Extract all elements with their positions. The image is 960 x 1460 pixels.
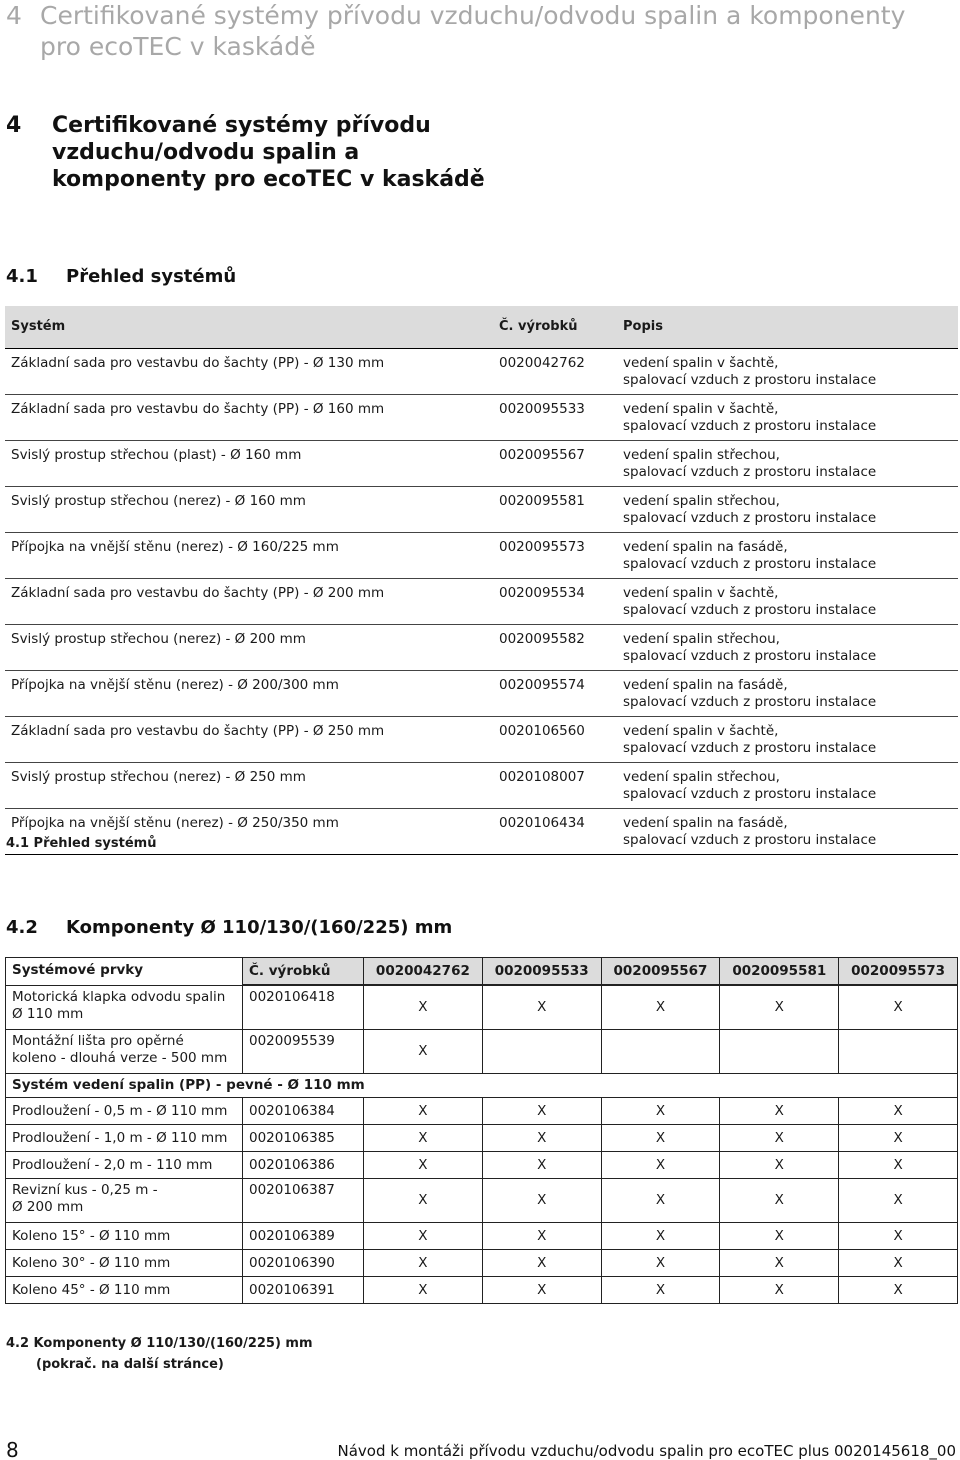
system-name: Základní sada pro vestavbu do šachty (PP) - Ø 130 mm: [5, 348, 493, 394]
header-article: Č. výrobků: [493, 306, 617, 348]
header-col-5: 0020095573: [839, 958, 958, 985]
chapter-title-text: Certifikované systémy přívodu vzduchu/odvodu spalin a komponenty pro ecoTEC v kaskádě: [52, 113, 485, 192]
header-col-3: 0020095567: [601, 958, 720, 985]
header-article: Č. výrobků: [243, 958, 364, 985]
corner-cell: [6, 958, 243, 986]
system-description: [617, 716, 958, 762]
section-heading-4-2: [6, 917, 452, 938]
compatibility-mark: X: [839, 1125, 958, 1152]
component-name: [6, 1098, 243, 1125]
component-name-line-1: Koleno 30° - Ø 110 mm: [12, 1254, 171, 1271]
article-number: 0020106385: [243, 1125, 364, 1152]
compatibility-mark: X: [364, 1030, 483, 1074]
description-line-1: vedení spalin v šachtě,: [623, 354, 779, 371]
compatibility-mark: [601, 1030, 720, 1074]
compatibility-mark: X: [482, 1277, 601, 1304]
component-name: [6, 1277, 243, 1304]
compatibility-mark: X: [720, 1125, 839, 1152]
description-line-2: spalovací vzduch z prostoru instalace: [623, 556, 877, 572]
table-row: [6, 1152, 958, 1179]
system-name: Základní sada pro vestavbu do šachty (PP) - Ø 200 mm: [5, 578, 493, 624]
page-number: 8: [6, 1438, 19, 1460]
compatibility-mark: X: [364, 1152, 483, 1179]
table-row: [6, 1125, 958, 1152]
compatibility-mark: X: [482, 1179, 601, 1223]
compatibility-mark: X: [839, 1277, 958, 1304]
component-name-line-1: Revizní kus - 0,25 m -: [12, 1182, 158, 1198]
table-row: [5, 670, 958, 716]
article-number: 0020108007: [493, 762, 617, 808]
article-number: 0020095582: [493, 624, 617, 670]
chapter-number: 4: [6, 113, 22, 138]
component-name-line-1: Koleno 15° - Ø 110 mm: [12, 1227, 171, 1244]
article-number: 0020042762: [493, 348, 617, 394]
table-row: [6, 1179, 958, 1223]
compatibility-mark: X: [601, 1152, 720, 1179]
header-col-2: 0020095533: [482, 958, 601, 985]
table-caption-4-1: 4.1 Přehled systémů: [6, 836, 157, 851]
table-row: [5, 486, 958, 532]
article-number: 0020095567: [493, 440, 617, 486]
article-number: 0020106387: [243, 1179, 364, 1223]
table-row: [5, 440, 958, 486]
compatibility-mark: X: [482, 1250, 601, 1277]
system-description: [617, 440, 958, 486]
compatibility-mark: X: [720, 1098, 839, 1125]
article-number: 0020106560: [493, 716, 617, 762]
compatibility-mark: X: [720, 1152, 839, 1179]
component-name-line-1: Prodloužení - 1,0 m - Ø 110 mm: [12, 1129, 228, 1146]
description-line-2: spalovací vzduch z prostoru instalace: [623, 648, 877, 664]
system-description: [617, 624, 958, 670]
compatibility-mark: X: [364, 1098, 483, 1125]
compatibility-mark: X: [364, 1250, 483, 1277]
table-caption-4-2: 4.2 Komponenty Ø 110/130/(160/225) mm: [6, 1336, 313, 1351]
running-header: [6, 0, 946, 62]
system-name: Základní sada pro vestavbu do šachty (PP) - Ø 250 mm: [5, 716, 493, 762]
article-number: 0020106384: [243, 1098, 364, 1125]
article-number: 0020106391: [243, 1277, 364, 1304]
system-name: Svislý prostup střechou (nerez) - Ø 250 mm: [5, 762, 493, 808]
component-name-line-2: Ø 110 mm: [12, 1006, 84, 1022]
article-number: 0020095534: [493, 578, 617, 624]
table-row: [5, 716, 958, 762]
component-name: [6, 1250, 243, 1277]
compatibility-mark: X: [601, 1250, 720, 1277]
compatibility-mark: X: [482, 1125, 601, 1152]
article-number: 0020095581: [493, 486, 617, 532]
group-row: [6, 1074, 958, 1098]
compatibility-mark: X: [601, 1125, 720, 1152]
section-number: 4.2: [6, 917, 38, 938]
table-row: [5, 394, 958, 440]
article-number: 0020106390: [243, 1250, 364, 1277]
running-header-number: 4: [6, 1, 22, 30]
compatibility-mark: X: [364, 1179, 483, 1223]
description-line-2: spalovací vzduch z prostoru instalace: [623, 372, 877, 388]
compatibility-mark: X: [601, 986, 720, 1030]
table-row: [6, 1250, 958, 1277]
system-description: [617, 348, 958, 394]
description-line-2: spalovací vzduch z prostoru instalace: [623, 740, 877, 756]
table-header-row: [6, 958, 958, 985]
compatibility-mark: [482, 1030, 601, 1074]
table-row: [5, 348, 958, 394]
article-number: 0020106386: [243, 1152, 364, 1179]
compatibility-mark: X: [364, 1277, 483, 1304]
header-col-4: 0020095581: [720, 958, 839, 985]
system-name: Svislý prostup střechou (plast) - Ø 160 mm: [5, 440, 493, 486]
description-line-2: spalovací vzduch z prostoru instalace: [623, 694, 877, 710]
compatibility-mark: X: [601, 1277, 720, 1304]
component-name-line-1: Motorická klapka odvodu spalin: [12, 989, 226, 1005]
compatibility-mark: X: [364, 1125, 483, 1152]
table-row: [5, 532, 958, 578]
header-system: Systém: [5, 306, 493, 348]
system-name: Přípojka na vnější stěnu (nerez) - Ø 250/350 mm: [5, 808, 493, 854]
article-number: 0020106389: [243, 1223, 364, 1250]
header-col-1: 0020042762: [364, 958, 483, 985]
description-line-1: vedení spalin na fasádě,: [623, 676, 788, 693]
compatibility-mark: X: [482, 1152, 601, 1179]
compatibility-mark: X: [839, 1250, 958, 1277]
compatibility-mark: X: [720, 1223, 839, 1250]
component-name-line-1: Prodloužení - 2,0 m - 110 mm: [12, 1156, 213, 1173]
section-number: 4.1: [6, 266, 38, 287]
component-name-line-1: Koleno 45° - Ø 110 mm: [12, 1281, 171, 1298]
compatibility-mark: X: [601, 1098, 720, 1125]
compatibility-mark: X: [601, 1223, 720, 1250]
system-description: [617, 394, 958, 440]
table-header-row: [5, 306, 958, 348]
footer-doc-title: Návod k montáži přívodu vzduchu/odvodu spalin pro ecoTEC plus 0020145618_00: [337, 1442, 956, 1460]
description-line-1: vedení spalin střechou,: [623, 446, 780, 463]
component-name-line-1: Montážní lišta pro opěrné: [12, 1033, 184, 1049]
table-row: [6, 986, 958, 1030]
component-name: [6, 1179, 243, 1223]
compatibility-mark: X: [364, 986, 483, 1030]
compatibility-mark: X: [720, 1277, 839, 1304]
running-header-line1: Certifikované systémy přívodu vzduchu/odvodu spalin a komponenty: [40, 1, 906, 30]
component-name: [6, 986, 243, 1030]
article-number: 0020106434: [493, 808, 617, 854]
compatibility-mark: X: [720, 986, 839, 1030]
description-line-2: spalovací vzduch z prostoru instalace: [623, 464, 877, 480]
article-number: 0020095533: [493, 394, 617, 440]
compatibility-mark: X: [839, 1098, 958, 1125]
compatibility-mark: X: [482, 986, 601, 1030]
compatibility-mark: X: [839, 1152, 958, 1179]
description-line-1: vedení spalin na fasádě,: [623, 814, 788, 831]
table-row: [6, 1098, 958, 1125]
description-line-2: spalovací vzduch z prostoru instalace: [623, 786, 877, 802]
system-description: [617, 486, 958, 532]
component-name-line-2: koleno - dlouhá verze - 500 mm: [12, 1050, 228, 1066]
system-name: Svislý prostup střechou (nerez) - Ø 160 mm: [5, 486, 493, 532]
description-line-1: vedení spalin v šachtě,: [623, 722, 779, 739]
system-name: Přípojka na vnější stěnu (nerez) - Ø 200/300 mm: [5, 670, 493, 716]
component-name-line-2: Ø 200 mm: [12, 1199, 84, 1215]
compatibility-mark: [720, 1030, 839, 1074]
description-line-2: spalovací vzduch z prostoru instalace: [623, 510, 877, 526]
compatibility-mark: X: [839, 1223, 958, 1250]
system-description: [617, 670, 958, 716]
description-line-1: vedení spalin střechou,: [623, 630, 780, 647]
table-row: [5, 762, 958, 808]
article-number: 0020106418: [243, 986, 364, 1030]
description-line-2: spalovací vzduch z prostoru instalace: [623, 832, 877, 848]
compatibility-mark: X: [720, 1179, 839, 1223]
component-name: [6, 1152, 243, 1179]
group-label: Systém vedení spalin (PP) - pevné - Ø 110 mm: [6, 1074, 958, 1098]
article-number: 0020095574: [493, 670, 617, 716]
table-row: [6, 1223, 958, 1250]
description-line-1: vedení spalin v šachtě,: [623, 400, 779, 417]
components-table: [5, 957, 958, 1304]
compatibility-mark: X: [601, 1179, 720, 1223]
section-title: Přehled systémů: [66, 266, 237, 287]
system-description: [617, 578, 958, 624]
compatibility-mark: X: [839, 986, 958, 1030]
system-name: Svislý prostup střechou (nerez) - Ø 200 mm: [5, 624, 493, 670]
compatibility-mark: X: [482, 1223, 601, 1250]
table-row: [5, 578, 958, 624]
component-name: [6, 1030, 243, 1074]
compatibility-mark: X: [364, 1223, 483, 1250]
system-name: Přípojka na vnější stěnu (nerez) - Ø 160/225 mm: [5, 532, 493, 578]
description-line-1: vedení spalin v šachtě,: [623, 584, 779, 601]
description-line-1: vedení spalin na fasádě,: [623, 538, 788, 555]
article-number: 0020095539: [243, 1030, 364, 1074]
article-number: 0020095573: [493, 532, 617, 578]
chapter-title: [6, 112, 486, 193]
systems-overview-table: [5, 306, 958, 855]
system-description: [617, 808, 958, 854]
component-name: [6, 1125, 243, 1152]
section-heading-4-1: [6, 266, 236, 287]
description-line-1: vedení spalin střechou,: [623, 492, 780, 509]
table-row: [5, 624, 958, 670]
compatibility-mark: X: [839, 1179, 958, 1223]
section-title: Komponenty Ø 110/130/(160/225) mm: [66, 917, 453, 938]
compatibility-mark: X: [720, 1250, 839, 1277]
group-label: Systémové prvky: [12, 962, 144, 978]
system-name: Základní sada pro vestavbu do šachty (PP) - Ø 160 mm: [5, 394, 493, 440]
table-row: [6, 1030, 958, 1074]
system-description: [617, 532, 958, 578]
header-description: Popis: [617, 306, 958, 348]
component-name-line-1: Prodloužení - 0,5 m - Ø 110 mm: [12, 1102, 228, 1119]
system-description: [617, 762, 958, 808]
description-line-2: spalovací vzduch z prostoru instalace: [623, 418, 877, 434]
running-header-line2: pro ecoTEC v kaskádě: [40, 32, 316, 61]
description-line-2: spalovací vzduch z prostoru instalace: [623, 602, 877, 618]
table-continued-note: (pokrač. na další stránce): [36, 1357, 224, 1372]
compatibility-mark: X: [482, 1098, 601, 1125]
table-row: [6, 1277, 958, 1304]
compatibility-mark: [839, 1030, 958, 1074]
description-line-1: vedení spalin střechou,: [623, 768, 780, 785]
component-name: [6, 1223, 243, 1250]
